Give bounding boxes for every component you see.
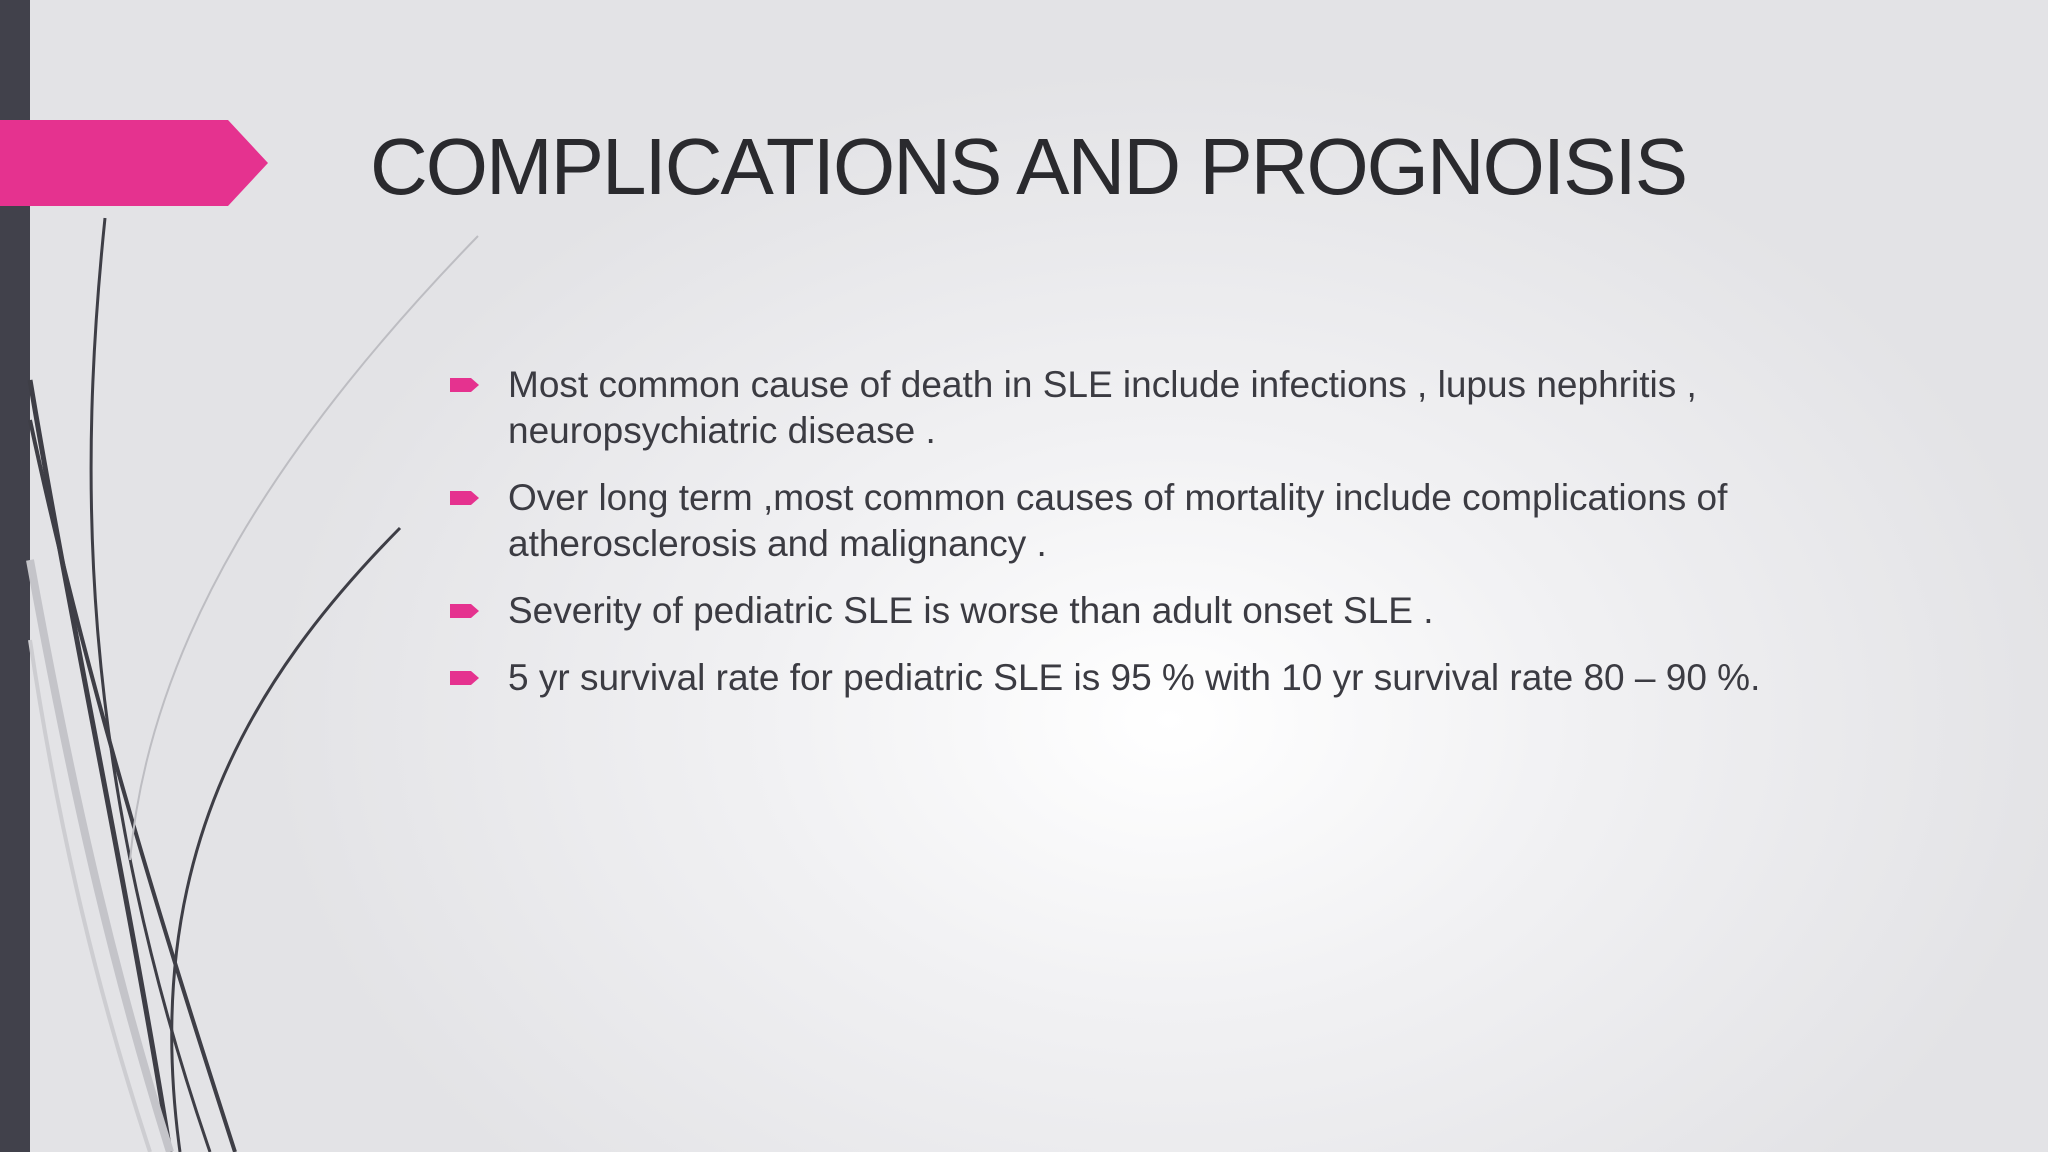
bullet-list	[450, 362, 1870, 722]
bullet-item	[450, 362, 1870, 454]
bullet-item	[450, 655, 1870, 701]
pink-arrow-bullet-icon	[450, 377, 480, 393]
bullet-text: Most common cause of death in SLE include infections , lupus nephritis , neuropsychiatric disease .	[508, 364, 1697, 451]
pink-arrow-bullet-icon	[450, 670, 480, 686]
slide-title: COMPLICATIONS AND PROGNOISIS	[370, 122, 1687, 211]
title-accent-arrow	[0, 120, 270, 206]
bullet-text: 5 yr survival rate for pediatric SLE is 95 % with 10 yr survival rate 80 – 90 %.	[508, 657, 1761, 698]
bullet-text: Over long term ,most common causes of mortality include complications of atherosclerosis and malignancy .	[508, 477, 1728, 564]
pink-arrow-bullet-icon	[450, 490, 480, 506]
bullet-item	[450, 475, 1870, 567]
bullet-text: Severity of pediatric SLE is worse than adult onset SLE .	[508, 590, 1434, 631]
pink-arrow-bullet-icon	[450, 603, 480, 619]
bullet-item	[450, 588, 1870, 634]
